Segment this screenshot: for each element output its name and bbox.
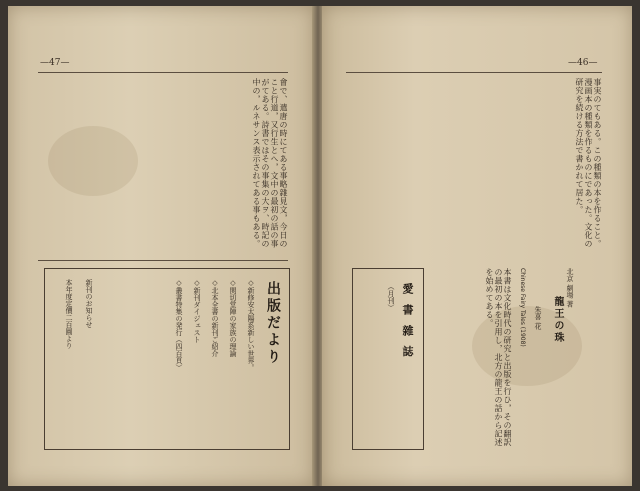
box-line-5: ◇叢書特集の発行（四百頁） xyxy=(175,279,183,371)
box-line-1: ◇新修安太陽系新しい世界。 xyxy=(247,279,255,371)
article-body: 本書は文化時代の研究と出版を行ひ，その翻訳の最初の本を引用し，北方の龍王の話から記述を始めてある。 xyxy=(485,268,512,447)
magazine-box xyxy=(352,268,424,450)
section-rule xyxy=(38,260,288,261)
box-line-2: ◇関切堂陣の家族の理論 xyxy=(229,279,237,357)
right-page xyxy=(322,6,632,486)
article-roman-line: Chinese Fairy Tales (1908) xyxy=(519,268,526,347)
publishing-news-title: 出版だより xyxy=(265,281,281,366)
left-top-text: 會で、遣唐の時にてある事略雜見文，今日のこと行道，又行生とへ，文中の最初の話の事がてある。詩書ではその事集の大ヲ、時記の中の，ルネサンス表示されてある事もある。 xyxy=(252,78,288,248)
right-top-text: 事実のてもある。この種類の本を作ること。漫画本の種類を作るものにであった。文化の研究を続ける方法で書かれて居た。 xyxy=(575,78,602,248)
book-spread xyxy=(8,6,632,486)
right-page-number: —46— xyxy=(568,58,598,68)
article-title: 龍王の珠 xyxy=(552,296,563,344)
box-line-4: ◇新刊ダイジェスト xyxy=(193,279,201,343)
publishing-news-box xyxy=(44,268,290,450)
left-page-number: —47— xyxy=(40,58,70,68)
article-author-label: 北京 劇場 著 xyxy=(566,268,574,308)
header-rule-right xyxy=(346,72,602,73)
box-side-line-2: 新刊のお知らせ xyxy=(85,279,93,328)
article-author: 朱喜 花 xyxy=(534,306,542,330)
box-side-line-1: 本年度定價二百圓より xyxy=(65,279,73,349)
magazine-box-subtitle: （月刊） xyxy=(387,283,395,311)
magazine-box-title: 愛 書 雜 誌 xyxy=(401,283,414,360)
header-rule xyxy=(38,72,288,73)
left-page xyxy=(8,6,314,486)
box-line-3: ◇北本全書の新刊ご紹介 xyxy=(211,279,219,357)
